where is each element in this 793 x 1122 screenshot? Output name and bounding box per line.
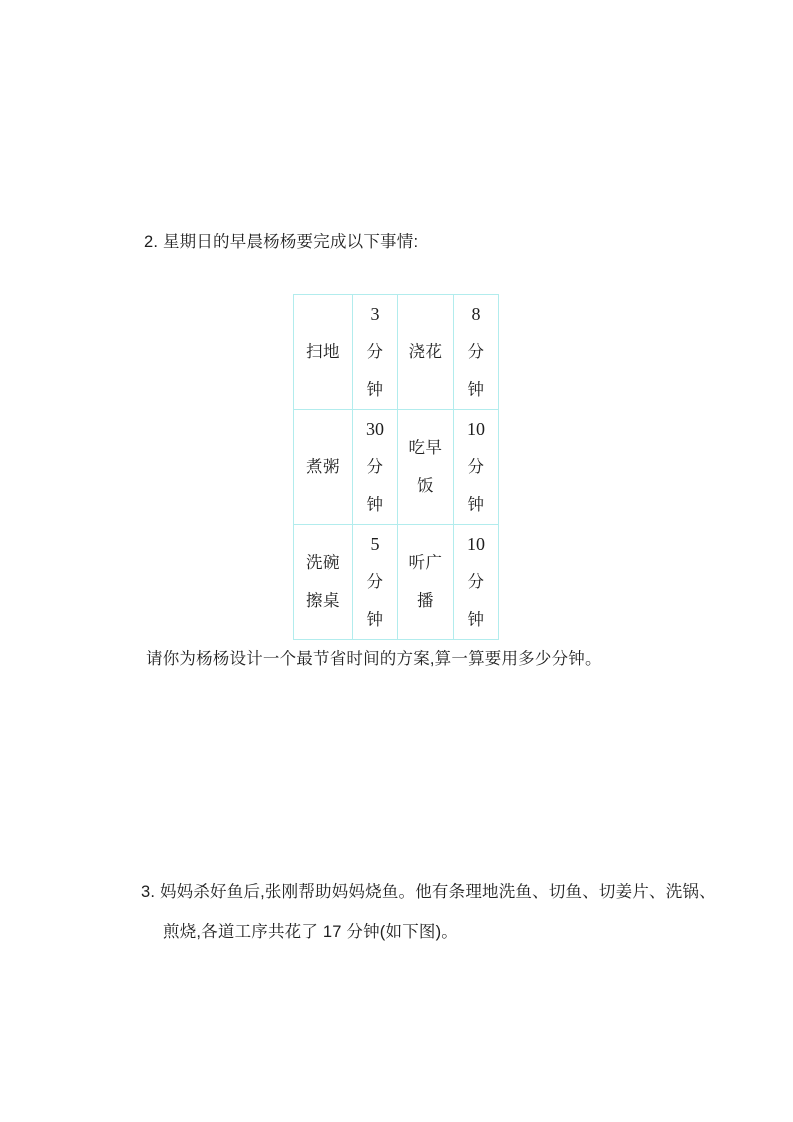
cell-time-eat-breakfast: [454, 410, 499, 525]
cell-line: 钟: [467, 611, 485, 629]
cell-activity-water-flowers: [398, 295, 454, 410]
question-3-line1: 3. 妈妈杀好鱼后,张刚帮助妈妈烧鱼。他有条理地洗鱼、切鱼、切姜片、洗锅、: [141, 883, 716, 901]
question-3-text: [141, 872, 716, 952]
cell-line: 分: [467, 573, 485, 591]
cell-line: 钟: [366, 496, 384, 514]
cell-activity-eat-breakfast: [398, 410, 454, 525]
cell-line: 饭: [417, 477, 434, 495]
cell-line: 分: [467, 458, 485, 476]
cell-line: 钟: [366, 611, 384, 629]
cell-time-water-flowers: [454, 295, 499, 410]
cell-line: 擦桌: [306, 592, 340, 610]
cell-line: 煮粥: [306, 458, 340, 476]
cell-line: 扫地: [306, 343, 340, 361]
cell-line: 浇花: [408, 343, 443, 361]
cell-line: 分: [366, 573, 384, 591]
cell-activity-wash-dishes: [294, 525, 353, 640]
question-2-heading: 2. 星期日的早晨杨杨要完成以下事情:: [144, 233, 419, 251]
cell-line: 钟: [467, 496, 485, 514]
cell-line: 吃早: [408, 439, 443, 457]
cell-time-sweep-floor: [353, 295, 398, 410]
cell-line: 钟: [366, 381, 384, 399]
cell-line: 分: [366, 458, 384, 476]
cell-time-listen-radio: [454, 525, 499, 640]
cell-line: 洗碗: [306, 554, 340, 572]
cell-line-minutes-value: 30: [366, 419, 384, 439]
cell-line: 分: [467, 343, 485, 361]
cell-line-minutes-value: 10: [467, 534, 485, 554]
cell-line: 听广: [408, 554, 443, 572]
chore-table-row: [294, 410, 499, 525]
cell-activity-cook-porridge: [294, 410, 353, 525]
chore-table-row: [294, 525, 499, 640]
cell-line: 分: [366, 343, 384, 361]
question-3-line2: 煎烧,各道工序共花了 17 分钟(如下图)。: [163, 923, 458, 941]
chore-table-row: [294, 295, 499, 410]
cell-line-minutes-value: 5: [370, 534, 380, 554]
cell-line-minutes-value: 3: [370, 304, 380, 324]
cell-time-cook-porridge: [353, 410, 398, 525]
cell-line: 钟: [467, 381, 485, 399]
question-2-prompt: 请你为杨杨设计一个最节省时间的方案,算一算要用多少分钟。: [146, 650, 602, 668]
cell-time-wash-dishes: [353, 525, 398, 640]
cell-line: 播: [417, 592, 434, 610]
chore-schedule-table: [293, 294, 499, 640]
cell-line-minutes-value: 10: [467, 419, 485, 439]
cell-activity-listen-radio: [398, 525, 454, 640]
cell-line-minutes-value: 8: [471, 304, 481, 324]
cell-activity-sweep-floor: [294, 295, 353, 410]
